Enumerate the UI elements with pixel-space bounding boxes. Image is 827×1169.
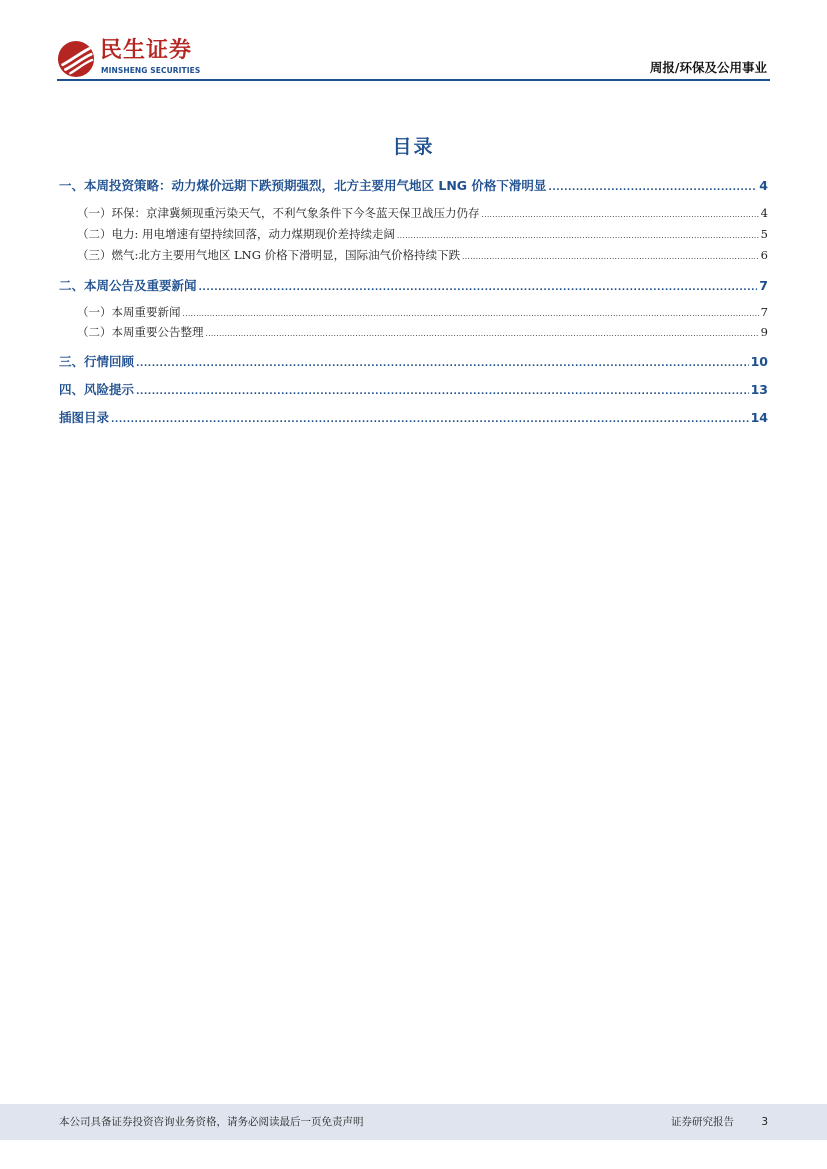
toc-entry-label: 四、风险提示 bbox=[59, 382, 135, 397]
toc-entry-page: 5 bbox=[760, 227, 768, 241]
minsheng-logo-icon bbox=[57, 40, 95, 78]
toc-entry-label: （一）本周重要新闻 bbox=[77, 305, 181, 319]
logo-name-cn: 民生证券 bbox=[100, 38, 193, 63]
toc-entry-label: 三、行情回顾 bbox=[59, 354, 135, 369]
toc-leader bbox=[136, 382, 749, 397]
toc-entry-2-2[interactable] bbox=[59, 324, 768, 344]
toc-entry-page: 9 bbox=[760, 325, 768, 339]
toc-entry-page: 7 bbox=[760, 305, 768, 319]
toc-entry-label: 一、本周投资策略：动力煤价远期下跌预期强烈，北方主要用气地区 LNG 价格下滑明显 bbox=[59, 178, 547, 193]
toc-entry-figures[interactable] bbox=[59, 408, 768, 428]
toc-leader bbox=[397, 227, 759, 241]
toc-entry-1[interactable] bbox=[59, 176, 768, 196]
toc-entry-page: 14 bbox=[750, 410, 768, 425]
toc-entry-page: 4 bbox=[759, 178, 768, 193]
footer-page-number: 3 bbox=[761, 1116, 768, 1128]
footer-disclaimer: 本公司具备证券投资咨询业务资格，请务必阅读最后一页免责声明 bbox=[59, 1116, 364, 1128]
toc-leader bbox=[548, 178, 757, 193]
toc-entry-label: （二）电力: 用电增速有望持续回落，动力煤期现价差持续走阔 bbox=[77, 227, 396, 241]
toc-entry-1-3[interactable] bbox=[59, 247, 768, 267]
toc-leader bbox=[462, 248, 759, 262]
toc-leader bbox=[482, 206, 759, 220]
toc-entry-label: 插图目录 bbox=[59, 410, 110, 425]
toc-leader bbox=[183, 305, 759, 319]
toc-entry-label: （一）环保：京津冀频现重污染天气，不利气象条件下今冬蓝天保卫战压力仍存 bbox=[77, 206, 480, 220]
toc-entry-label: 二、本周公告及重要新闻 bbox=[59, 278, 197, 293]
toc-leader bbox=[136, 354, 749, 369]
toc-title: 目录 bbox=[392, 136, 435, 158]
toc-entry-page: 10 bbox=[750, 354, 768, 369]
page-header bbox=[0, 0, 827, 84]
toc-entry-page: 4 bbox=[760, 206, 768, 220]
report-type: 周报/环保及公用事业 bbox=[649, 60, 767, 75]
toc-entry-page: 7 bbox=[759, 278, 768, 293]
toc-entry-page: 6 bbox=[760, 248, 768, 262]
footer-doc-type: 证券研究报告 bbox=[671, 1116, 734, 1128]
toc-entry-1-1[interactable] bbox=[59, 205, 768, 225]
toc-entry-label: （三）燃气:北方主要用气地区 LNG 价格下滑明显，国际油气价格持续下跌 bbox=[77, 248, 461, 262]
toc-entry-label: （二）本周重要公告整理 bbox=[77, 325, 204, 339]
toc-entry-2-1[interactable] bbox=[59, 304, 768, 324]
header-divider bbox=[57, 79, 770, 81]
toc-entry-page: 13 bbox=[750, 382, 768, 397]
toc-entry-3[interactable] bbox=[59, 352, 768, 372]
toc-entry-4[interactable] bbox=[59, 380, 768, 400]
logo-name-en: MINSHENG SECURITIES bbox=[101, 66, 201, 75]
toc-entry-1-2[interactable] bbox=[59, 226, 768, 246]
toc-leader bbox=[206, 325, 759, 339]
toc-entry-2[interactable] bbox=[59, 276, 768, 296]
toc-leader bbox=[111, 410, 749, 425]
toc-leader bbox=[199, 278, 758, 293]
page-footer bbox=[0, 1104, 827, 1140]
